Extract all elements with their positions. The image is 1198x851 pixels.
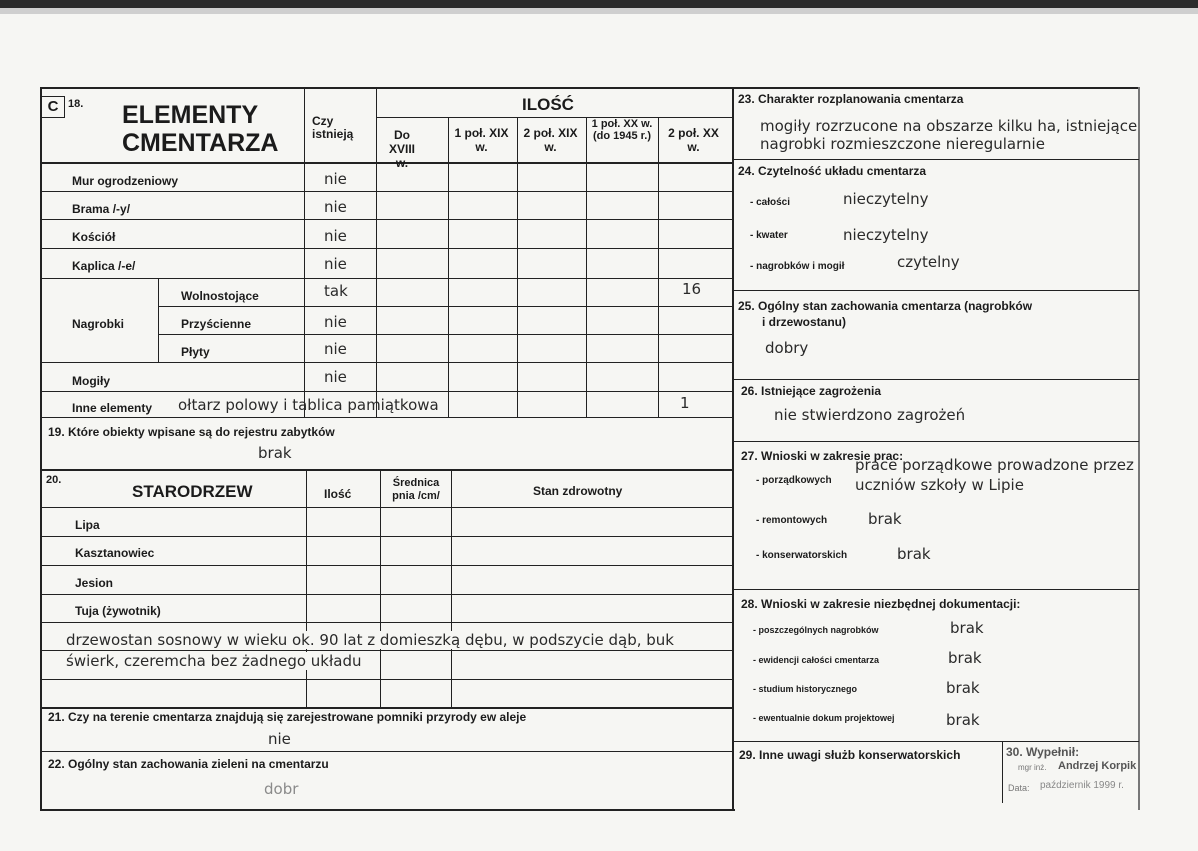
q19-value: brak [258, 444, 292, 462]
row-value-brama: nie [324, 198, 347, 216]
nagrobki-przyscienne-value: nie [324, 313, 347, 331]
tree-tuja: Tuja (żywotnik) [75, 604, 161, 618]
q25-value: dobry [765, 339, 809, 357]
period-header-4: 1 poł. XX w. (do 1945 r.) [591, 118, 653, 142]
q26-value: nie stwierdzono zagrożeń [774, 406, 966, 424]
q28-projekt-label: - ewentualnie dokum projektowej [753, 713, 895, 723]
q24-label: 24. Czytelność układu cmentarza [738, 164, 927, 178]
q28-ewidencja-label: - ewidencji całości cmentarza [753, 655, 880, 665]
inne-label: Inne elementy [72, 401, 153, 415]
row-label-kaplica: Kaplica /-e/ [72, 259, 136, 273]
q24-calosci-value: nieczytelny [843, 190, 929, 208]
q20-col-srednica: Średnica pnia /cm/ [392, 477, 440, 502]
nagrobki-wolnostojace-value: tak [324, 282, 348, 300]
row-value-kaplica: nie [324, 255, 347, 273]
q24-kwater-value: nieczytelny [843, 226, 929, 244]
q20-col-stan: Stan zdrowotny [533, 484, 623, 498]
q23-line2: nagrobki rozmieszczone nieregularnie [760, 135, 1045, 153]
q27-porzadkowe-line1: prace porządkowe prowadzone przez [855, 456, 1134, 474]
nagrobki-plyty-label: Płyty [181, 345, 210, 359]
period-header-1: Do XVIII w. [388, 128, 415, 170]
scan-top-shadow [0, 8, 1198, 14]
tree-kasztanowiec: Kasztanowiec [75, 546, 155, 560]
q28-ewidencja-value: brak [948, 649, 982, 667]
q24-nagrobki-value: czytelny [897, 253, 960, 271]
q27-remontowe-label: - remontowych [756, 515, 828, 526]
header-czy-istnieja: Czy istnieją [312, 114, 354, 141]
row-label-mur: Mur ogrodzeniowy [72, 174, 178, 188]
q24-kwater-label: - kwater [750, 230, 788, 241]
q28-studium-label: - studium historycznego [753, 684, 858, 694]
header-ilosc: ILOŚĆ [522, 95, 574, 114]
nagrobki-wolnostojace-count: 16 [682, 280, 702, 298]
q23-label: 23. Charakter rozplanowania cmentarza [738, 92, 964, 106]
period-header-2: 1 poł. XIX w. [454, 126, 509, 154]
mogily-label: Mogiły [72, 374, 110, 388]
q27-konserwatorskie-value: brak [897, 545, 931, 563]
q30-name: Andrzej Korpik [1058, 760, 1137, 772]
q30-date: październik 1999 r. [1040, 780, 1124, 791]
inne-value: ołtarz polowy i tablica pamiątkowa [178, 396, 439, 414]
q19-label: 19. Które obiekty wpisane są do rejestru zabytków [48, 425, 335, 439]
nagrobki-przyscienne-label: Przyścienne [181, 317, 252, 331]
q27-porzadkowe-label: - porządkowych [756, 475, 832, 486]
tree-lipa: Lipa [75, 518, 100, 532]
q27-porzadkowe-line2: uczniów szkoły w Lipie [855, 476, 1024, 494]
q30-date-prefix: Data: [1008, 783, 1030, 793]
nagrobki-label: Nagrobki [72, 317, 125, 331]
q22-label: 22. Ogólny stan zachowania zieleni na cmentarzu [48, 757, 329, 771]
q21-value: nie [268, 730, 291, 748]
q28-projekt-value: brak [946, 711, 980, 729]
mogily-value: nie [324, 368, 347, 386]
q24-nagrobki-label: - nagrobków i mogił [750, 261, 845, 272]
section-letter-box: C [41, 96, 65, 118]
q20-number: 20. [46, 474, 62, 486]
q28-nagrobki-label: - poszczególnych nagrobków [753, 625, 879, 635]
row-label-brama: Brama /-y/ [72, 202, 131, 216]
inne-count: 1 [680, 394, 690, 412]
period-header-3: 2 poł. XIX w. [523, 126, 578, 154]
q25-label-line1: 25. Ogólny stan zachowania cmentarza (nagrobków [738, 299, 1033, 313]
nagrobki-plyty-value: nie [324, 340, 347, 358]
q29-label: 29. Inne uwagi służb konserwatorskich [739, 748, 961, 762]
section-title-line2: CMENTARZA [122, 129, 279, 157]
row-label-kosciol: Kościół [72, 230, 116, 244]
scan-top-edge [0, 0, 1198, 8]
q20-note-line1: drzewostan sosnowy w wieku ok. 90 lat z domieszką dębu, w podszycie dąb, buk [66, 631, 674, 649]
q27-label: 27. Wnioski w zakresie prac: [741, 449, 904, 463]
row-value-mur: nie [324, 170, 347, 188]
q20-title: STARODRZEW [132, 482, 253, 501]
q28-label: 28. Wnioski w zakresie niezbędnej dokumentacji: [741, 597, 1021, 611]
q21-label: 21. Czy na terenie cmentarza znajdują się zarejestrowane pomniki przyrody ew aleje [48, 710, 527, 724]
q28-studium-value: brak [946, 679, 980, 697]
q28-nagrobki-value: brak [950, 619, 984, 637]
nagrobki-wolnostojace-label: Wolnostojące [181, 289, 259, 303]
q24-calosci-label: - całości [750, 197, 791, 208]
q25-label-line2: i drzewostanu) [762, 315, 847, 329]
q27-remontowe-value: brak [868, 510, 902, 528]
q22-value: dobr [264, 780, 299, 798]
section-title-line1: ELEMENTY [122, 101, 259, 129]
q30-name-prefix: mgr inż. [1018, 763, 1047, 772]
q26-label: 26. Istniejące zagrożenia [741, 384, 882, 398]
period-header-5: 2 poł. XX w. [668, 126, 719, 154]
q20-col-ilosc: Ilość [324, 487, 352, 501]
q27-konserwatorskie-label: - konserwatorskich [756, 550, 848, 561]
tree-jesion: Jesion [75, 576, 114, 590]
q23-line1: mogiły rozrzucone na obszarze kilku ha, istniejące [760, 117, 1138, 135]
row-value-kosciol: nie [324, 227, 347, 245]
q30-label: 30. Wypełnił: [1006, 745, 1080, 759]
field-number-18: 18. [68, 98, 84, 110]
q20-note-line2: świerk, czeremcha bez żadnego układu [66, 652, 362, 670]
